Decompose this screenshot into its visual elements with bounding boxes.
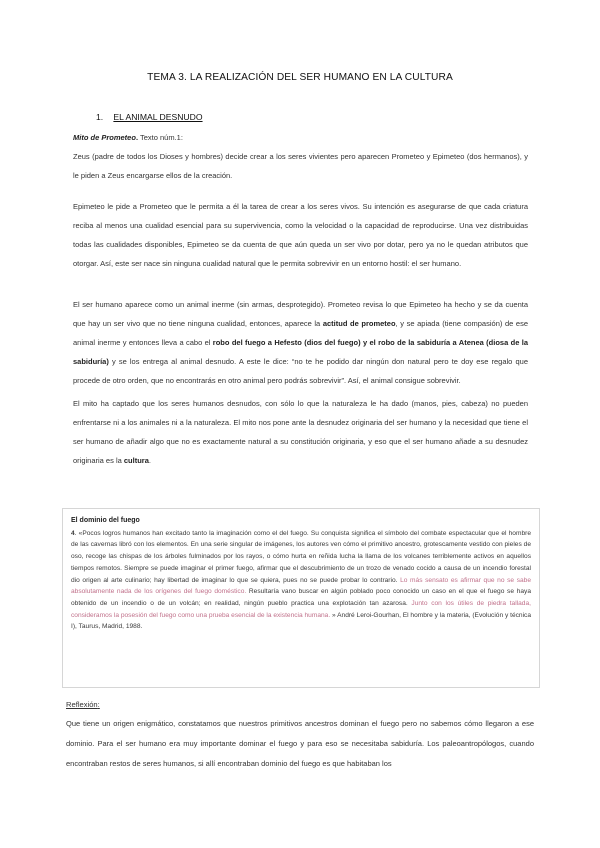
page-title: TEMA 3. LA REALIZACIÓN DEL SER HUMANO EN LA CULTURA — [147, 72, 453, 83]
paragraph-prometeo — [73, 295, 528, 390]
reflection-text: Que tiene un origen enigmático, constatamos que nuestros primitivos ancestros dominan el fuego pero no sabemos cómo llegaron a ese dominio. Para el ser humano era muy importante dominar el fuego y para eso se necesitaba sabiduría. Los paleoantropólogos, cuando encontraban restos de seres humanos, si allí encontraban dominio del fuego es que habitaban los — [66, 719, 534, 768]
reflection-label-line — [66, 700, 100, 709]
para3-bold-1: actitud de prometeo — [322, 319, 396, 328]
para4-text-2: . — [148, 456, 151, 465]
myth-heading-line — [73, 128, 528, 147]
quote-box-title: El dominio del fuego — [71, 517, 140, 524]
section-number: 1. — [96, 112, 104, 122]
myth-label: Mito de Prometeo — [73, 133, 136, 142]
quote-text-1: . «Pocos logros humanos han excitado tanto la imaginación como el del fuego. Su conquista significa el símbolo del combate espectacular que el hombre de las cavernas libró con los elementos. En una serie singular de imágenes, los autores ven cómo el primitivo ancestro, grotescamente vestido con pieles de oso, recoge las chispas de los árboles fulminados por los rayos, o cómo hurta en reñida lucha la llama de los volcanes terriblemente activos en aquellos tiempos remotos. Siempre se puede imaginar el primer fuego, afirmar que el descubrimiento de un trozo de venado cocido a causa de un incendio forestal dio origen al arte culinario; hay libertad de imaginar lo que se quiera, pues no se puede probar lo contrario. — [71, 529, 531, 584]
paragraph-cultura — [73, 394, 528, 470]
quote-highlight-1: Lo más sensato es afirmar que no se sabe absolutamente nada de los orígenes del fuego doméstico. — [71, 576, 531, 596]
section-heading — [96, 112, 203, 122]
myth-ref: Texto núm.1: — [138, 133, 183, 142]
quote-text-2: Resultaría vano buscar en algún poblado poco conocido un caso en el que el fuego se haya obtenido de un incendio o de un volcán; en realidad, ningún pueblo practica una explotación tan azarosa. — [71, 588, 531, 607]
reflection-colon: : — [97, 700, 100, 709]
section-title: EL ANIMAL DESNUDO — [113, 112, 203, 122]
myth-paragraph — [73, 128, 528, 185]
quote-text-3: » André Leroi-Gourhan, El hombre y la materia, (Evolución y técnica I), Taurus, Madrid, 1988. — [71, 611, 531, 631]
para3-text-1: El ser humano aparece como un animal inerme (sin armas, desprotegido). Prometeo revisa lo que Epimeteo ha hecho y se da cuenta que hay un ser vivo que no tiene ninguna cualidad, entonces, aparece la — [73, 300, 528, 328]
quote-number: 4 — [71, 529, 75, 537]
myth-label-dot: . — [135, 133, 139, 142]
para4-text-1: El mito ha captado que los seres humanos desnudos, con sólo lo que la naturaleza le ha dado (manos, pies, cabeza) no pueden enfrentarse ni a los animales ni a la naturaleza. El mito nos pone ante la desnudez originaria del ser humano y la necesidad que tiene el ser humano de añadir algo que no es exactamente natural a su constitución originaria, y eso que el ser humano añade a su desnudez originaria es la — [73, 399, 528, 465]
quote-highlight-2: Junto con los útiles de piedra tallada, consideramos la posesión del fuego como una prueba esencial de la existencia humana. — [71, 599, 531, 619]
para3-bold-2: robo del fuego a Hefesto (dios del fuego) y el robo de la sabiduría a Atenea (diosa de la sabiduría) — [73, 338, 528, 366]
quote-box-content — [71, 515, 531, 633]
para3-text-2: , y se apiada (tiene compasión) de ese animal inerme y entonces lleva a cabo el — [73, 319, 528, 347]
paragraph-epimeteo: Epimeteo le pide a Prometeo que le permita a él la tarea de crear a los seres vivos. Su intención es asegurarse de que cada criatura reciba al menos una cualidad esencial para su supervivencia, como la velocidad o la capacidad de reproducirse. Una vez distribuidas todas las cualidades disponibles, Epimeteo se da cuenta de que aún queda un ser vivo por dotar, pero ya no le quedan atributos que otorgar. Así, este ser nace sin ninguna cualidad natural que le permita sobrevivir en un entorno hostil: el ser humano. — [73, 202, 528, 268]
quote-box — [62, 508, 540, 688]
para4-bold-1: cultura — [123, 456, 149, 465]
myth-text: Zeus (padre de todos los Dioses y hombres) decide crear a los seres vivientes pero aparecen Prometeo y Epimeteo (dos hermanos), y le piden a Zeus encargarse ellos de la creación. — [73, 152, 528, 180]
para3-text-3: y se los entrega al animal desnudo. A este le dice: “no te he podido dar ningún don natural pero te doy ese regalo que procede de otro orden, que no encontrarás en otro animal pero podrás sobrevivir”. Así, el animal consigue sobrevivir. — [73, 357, 528, 385]
reflection-label: Reflexión — [66, 700, 98, 709]
